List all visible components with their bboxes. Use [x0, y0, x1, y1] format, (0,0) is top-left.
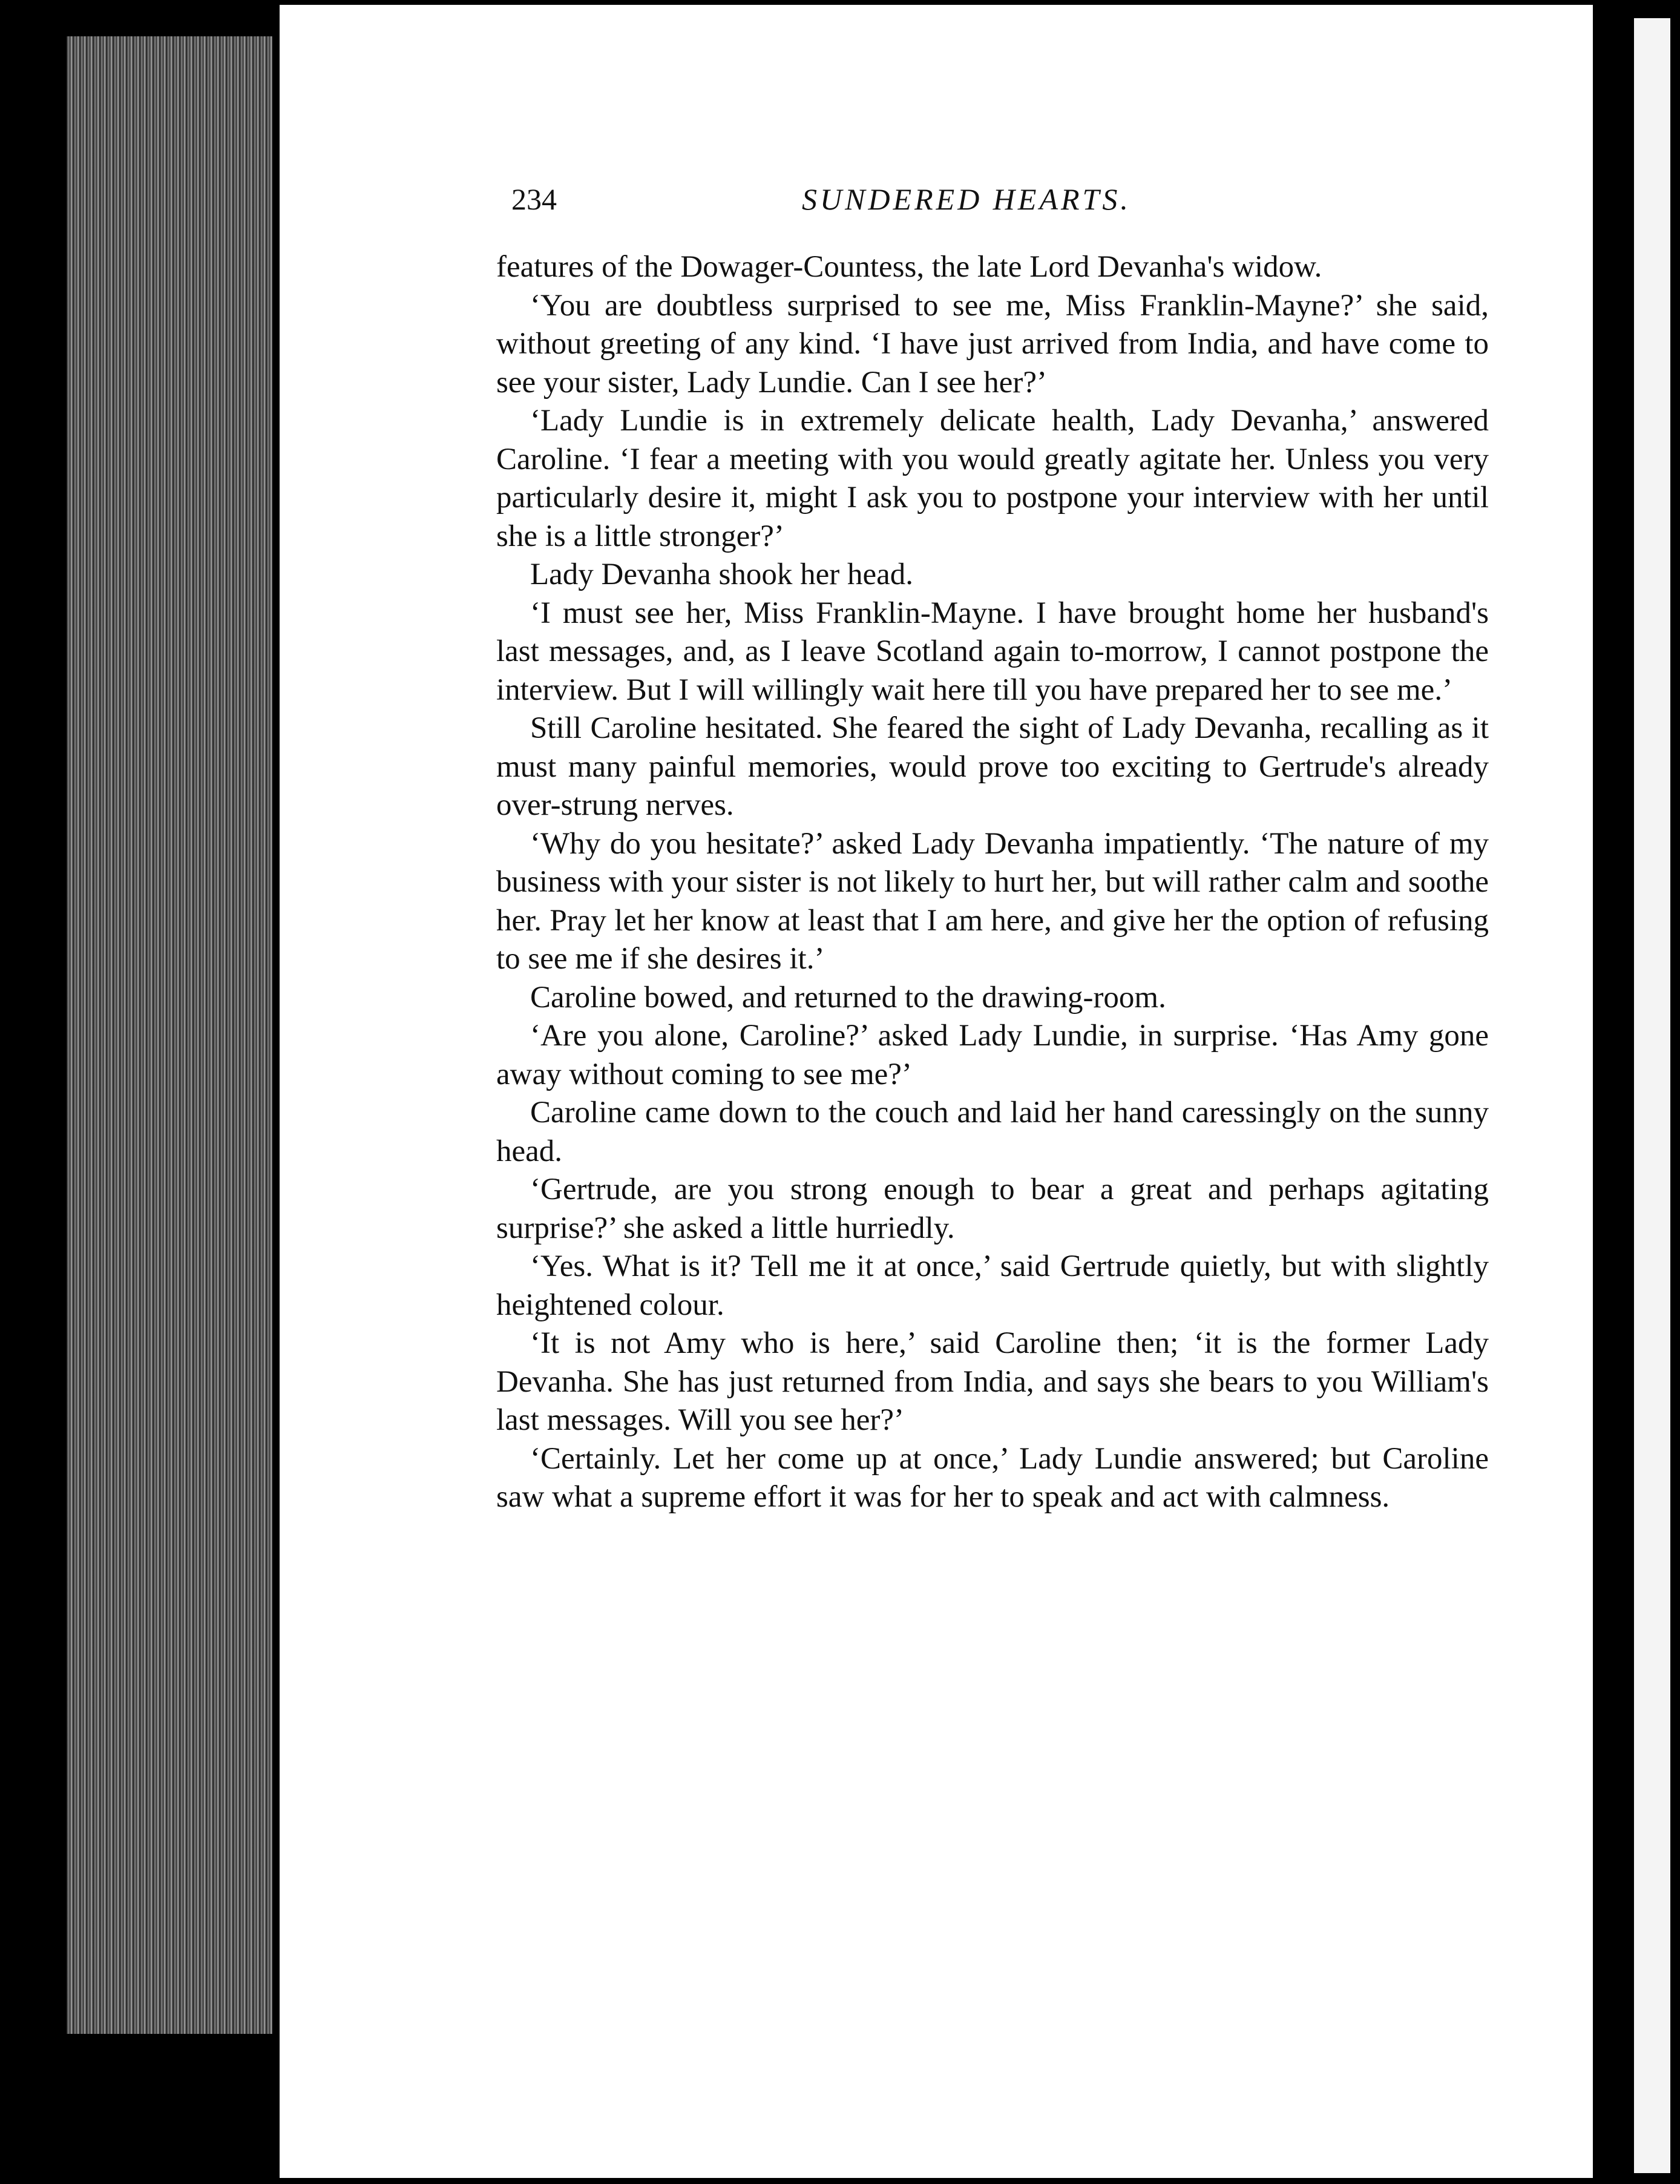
paragraph: ‘Are you alone, Caroline?’ asked Lady Lundie, in surprise. ‘Has Amy gone away without coming to see me?’: [496, 1019, 1489, 1091]
paragraph: Lady Devanha shook her head.: [530, 558, 914, 591]
paragraph: ‘Lady Lundie is in extremely delicate health, Lady Devanha,’ answered Caroline. ‘I fear a meeting with you would greatly agitate her. Unless you very particularly desire it, might I ask you to postpone your interview with her until she is a little stronger?’: [496, 404, 1489, 553]
paragraph: ‘Yes. What is it? Tell me it at once,’ said Gertrude quietly, but with slightly heightened colour.: [496, 1249, 1489, 1322]
book-page-edges: [67, 36, 272, 2034]
paragraph: ‘It is not Amy who is here,’ said Caroline then; ‘it is the former Lady Devanha. She has just returned from India, and says she bears to you William's last messages. Will you see her?’: [496, 1326, 1489, 1437]
paragraph: Caroline bowed, and returned to the drawing-room.: [530, 980, 1166, 1015]
paragraph: ‘I must see her, Miss Franklin-Mayne. I have brought home her husband's last messages, and, as I leave Scotland again to-morrow, I cannot postpone the interview. But I will willingly wait here till you have prepared her to see me.’: [496, 596, 1489, 707]
paragraph: ‘You are doubtless surprised to see me, Miss Franklin-Mayne?’ she said, without greeting of any kind. ‘I have just arrived from India, and have come to see your sister, Lady Lundie. Can I see her?’: [496, 288, 1489, 400]
paragraph: ‘Gertrude, are you strong enough to bear a great and perhaps agitating surprise?’ she asked a little hurriedly.: [496, 1173, 1489, 1245]
running-head: [511, 182, 1195, 230]
running-title: SUNDERED HEARTS.: [802, 182, 1131, 216]
paragraph: Caroline came down to the couch and laid her hand caressingly on the sunny head.: [496, 1096, 1489, 1168]
paragraph: Still Caroline hesitated. She feared the sight of Lady Devanha, recalling as it must many painful memories, would prove too exciting to Gertrude's already over-strung nerves.: [496, 711, 1489, 822]
body-text: [496, 248, 1489, 1517]
paragraph: features of the Dowager-Countess, the late Lord Devanha's widow.: [496, 250, 1322, 284]
page-number: 234: [511, 182, 557, 216]
paragraph: ‘Why do you hesitate?’ asked Lady Devanha impatiently. ‘The nature of my business with your sister is not likely to hurt her, but will rather calm and soothe her. Pray let her know at least that I am here, and give her the option of refusing to see me if she desires it.’: [496, 826, 1489, 976]
paragraph: ‘Certainly. Let her come up at once,’ Lady Lundie answered; but Caroline saw what a supreme effort it was for her to speak and act with calmness.: [496, 1441, 1489, 1514]
facing-page-sliver: [1634, 18, 1670, 2173]
